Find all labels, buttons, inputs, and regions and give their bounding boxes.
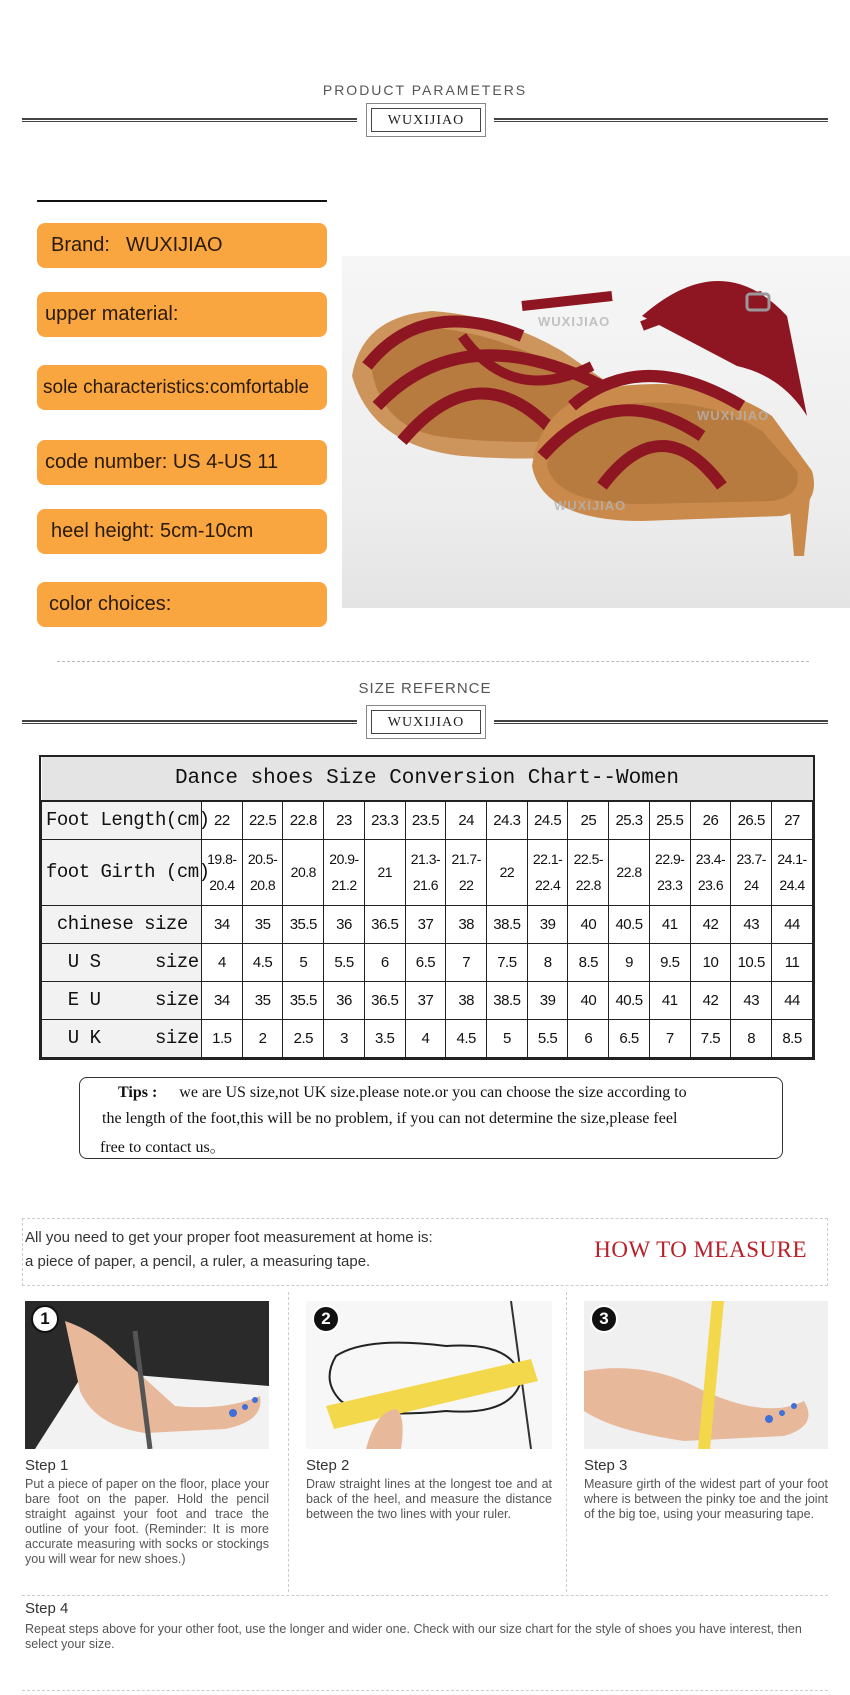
step-2-illustration bbox=[306, 1301, 552, 1449]
param-heel-height bbox=[37, 509, 327, 554]
cell-line: 20.4 bbox=[209, 877, 235, 894]
table-cell: 44 bbox=[772, 905, 813, 943]
step-1-badge: 1 bbox=[31, 1305, 59, 1333]
table-cell: 25 bbox=[568, 801, 609, 839]
param-upper-material bbox=[37, 292, 327, 337]
table-cell: 42 bbox=[690, 905, 731, 943]
table-cell: 4.5 bbox=[446, 1019, 487, 1057]
cell-line: 21.3- bbox=[410, 851, 441, 868]
cell-line: 23.4- bbox=[695, 851, 726, 868]
cell-line: 19.8- bbox=[207, 851, 237, 868]
table-cell: 11 bbox=[772, 943, 813, 981]
table-cell: 40 bbox=[568, 981, 609, 1019]
table-cell bbox=[405, 839, 446, 905]
table-cell: 10 bbox=[690, 943, 731, 981]
table-cell: 5 bbox=[487, 1019, 528, 1057]
cell-line: 22.9- bbox=[655, 851, 685, 868]
table-cell: 10.5 bbox=[731, 943, 772, 981]
cell-line: 22.5- bbox=[573, 851, 604, 868]
param-brand bbox=[37, 223, 327, 268]
table-cell: 8.5 bbox=[772, 1019, 813, 1057]
brand-badge-text: WUXIJIAO bbox=[371, 108, 481, 132]
cell-line: 21 bbox=[377, 864, 393, 881]
size-tips-box bbox=[79, 1077, 783, 1159]
table-cell bbox=[527, 839, 568, 905]
watermark-3: WUXIJIAO bbox=[554, 498, 627, 513]
table-cell: 1.5 bbox=[202, 1019, 243, 1057]
size-table bbox=[41, 757, 813, 1058]
table-cell: 2.5 bbox=[283, 1019, 324, 1057]
row-label: Foot Length(cm) bbox=[42, 801, 202, 839]
table-cell: 40 bbox=[568, 905, 609, 943]
size-rule-left bbox=[22, 720, 357, 724]
table-cell: 38 bbox=[446, 981, 487, 1019]
table-cell bbox=[568, 839, 609, 905]
table-cell: 36 bbox=[324, 905, 365, 943]
size-brand-badge bbox=[366, 705, 486, 739]
table-cell: 5 bbox=[283, 943, 324, 981]
cell-line: 23.6 bbox=[697, 877, 724, 894]
cell-line: 23.3 bbox=[657, 877, 683, 894]
tips-text-1: we are US size,not UK size.please note.or you can choose the size according to bbox=[179, 1084, 687, 1101]
step-3-illustration bbox=[584, 1301, 828, 1449]
table-cell: 7.5 bbox=[690, 1019, 731, 1057]
table-cell: 8 bbox=[527, 943, 568, 981]
table-cell: 2 bbox=[242, 1019, 283, 1057]
cell-line: 21.6 bbox=[412, 877, 439, 894]
cell-line: 24 bbox=[743, 877, 759, 894]
watermark-1: WUXIJIAO bbox=[538, 314, 611, 329]
table-cell: 38.5 bbox=[487, 905, 528, 943]
cell-line: 22.8 bbox=[616, 864, 642, 881]
table-cell bbox=[283, 839, 324, 905]
cell-line: 20.8 bbox=[290, 864, 316, 881]
cell-line: 24.1- bbox=[777, 851, 807, 868]
table-cell: 24.5 bbox=[527, 801, 568, 839]
row-foot-length bbox=[42, 801, 813, 839]
param-heel-label: heel height: 5cm-10cm bbox=[51, 520, 254, 542]
table-cell: 7 bbox=[446, 943, 487, 981]
table-cell: 22 bbox=[202, 801, 243, 839]
size-brand-badge-text: WUXIJIAO bbox=[371, 710, 481, 734]
step4-divider bbox=[22, 1595, 828, 1596]
table-cell: 34 bbox=[202, 905, 243, 943]
table-cell: 6 bbox=[568, 1019, 609, 1057]
cell-line: 23.7- bbox=[736, 851, 766, 868]
param-sole-label: sole characteristics:comfortable bbox=[43, 377, 310, 398]
param-upper-material-label: upper material: bbox=[45, 303, 179, 325]
column-divider-1 bbox=[288, 1292, 289, 1592]
step-2-badge: 2 bbox=[312, 1305, 340, 1333]
table-cell bbox=[609, 839, 650, 905]
size-conversion-chart bbox=[39, 755, 815, 1060]
step-1-photo bbox=[25, 1301, 269, 1449]
table-cell: 3.5 bbox=[364, 1019, 405, 1057]
step-3-heading: Step 3 bbox=[584, 1457, 628, 1474]
step-4-text: Repeat steps above for your other foot, use the longer and wider one. Check with our size chart for the style of shoes you have interest, then select your size. bbox=[25, 1622, 802, 1651]
cell-line: 22 bbox=[499, 864, 515, 881]
table-cell: 35 bbox=[242, 905, 283, 943]
table-cell: 24 bbox=[446, 801, 487, 839]
tips-label: Tips : bbox=[118, 1084, 158, 1101]
product-image-shoe bbox=[342, 256, 850, 608]
row-label: U S size bbox=[42, 943, 202, 981]
step-2-text: Draw straight lines at the longest toe and at back of the heel, and measure the distance between the two lines with your ruler. bbox=[306, 1477, 552, 1521]
how-to-measure-header bbox=[22, 1218, 828, 1286]
step-1-heading: Step 1 bbox=[25, 1457, 69, 1474]
table-cell: 26 bbox=[690, 801, 731, 839]
cell-line: 22.4 bbox=[534, 877, 561, 894]
shoe-illustration bbox=[342, 256, 850, 608]
param-code-label: code number: US 4-US 11 bbox=[45, 451, 279, 473]
row-eu-size bbox=[42, 981, 813, 1019]
tips-line-3: free to contact us。 bbox=[100, 1139, 226, 1156]
row-chinese-size bbox=[42, 905, 813, 943]
table-cell: 3 bbox=[324, 1019, 365, 1057]
tips-line-1 bbox=[118, 1084, 687, 1102]
row-label: chinese size bbox=[42, 905, 202, 943]
table-cell bbox=[242, 839, 283, 905]
table-cell: 34 bbox=[202, 981, 243, 1019]
table-cell: 9 bbox=[609, 943, 650, 981]
table-cell bbox=[690, 839, 731, 905]
param-color-choices bbox=[37, 582, 327, 627]
table-cell: 6.5 bbox=[609, 1019, 650, 1057]
intro-line-2: a piece of paper, a pencil, a ruler, a measuring tape. bbox=[25, 1253, 371, 1270]
table-cell: 36 bbox=[324, 981, 365, 1019]
table-cell: 44 bbox=[772, 981, 813, 1019]
cell-line: 22.1- bbox=[532, 851, 563, 868]
section-separator bbox=[57, 661, 809, 662]
cell-line: 22 bbox=[458, 877, 474, 894]
how-to-measure-title: HOW TO MEASURE bbox=[594, 1237, 807, 1262]
table-cell: 39 bbox=[527, 905, 568, 943]
table-cell: 37 bbox=[405, 981, 446, 1019]
product-parameters-heading: PRODUCT PARAMETERS bbox=[322, 82, 528, 98]
size-rule-right bbox=[494, 720, 828, 724]
param-color-label: color choices: bbox=[49, 593, 172, 615]
cell-line: 24.4 bbox=[779, 877, 805, 894]
table-cell: 6.5 bbox=[405, 943, 446, 981]
table-cell: 23.3 bbox=[364, 801, 405, 839]
cell-line: 21.7- bbox=[451, 851, 481, 868]
param-code-number bbox=[37, 440, 327, 485]
chart-title: Dance shoes Size Conversion Chart--Women bbox=[42, 757, 813, 801]
table-cell: 40.5 bbox=[609, 981, 650, 1019]
table-cell bbox=[446, 839, 487, 905]
table-cell bbox=[487, 839, 528, 905]
intro-line-1: All you need to get your proper foot measurement at home is: bbox=[25, 1229, 433, 1246]
tips-line-2: the length of the foot,this will be no problem, if you can not determine the size,please feel bbox=[102, 1110, 678, 1127]
column-divider-2 bbox=[566, 1292, 567, 1592]
table-cell: 41 bbox=[649, 905, 690, 943]
step-2-heading: Step 2 bbox=[306, 1457, 350, 1474]
table-cell bbox=[649, 839, 690, 905]
table-cell: 25.3 bbox=[609, 801, 650, 839]
step-3-photo bbox=[584, 1301, 828, 1449]
table-cell: 35.5 bbox=[283, 981, 324, 1019]
bottom-divider bbox=[22, 1690, 828, 1691]
table-cell: 8.5 bbox=[568, 943, 609, 981]
table-cell: 37 bbox=[405, 905, 446, 943]
cell-line: 22.8 bbox=[575, 877, 601, 894]
step-1-text: Put a piece of paper on the floor, place your bare foot on the paper. Hold the pencil straight against your foot and trace the outline of your foot. (Reminder: It is more accurate measuring with socks or stockings you will wear for new shoes.) bbox=[25, 1477, 269, 1566]
table-cell: 38.5 bbox=[487, 981, 528, 1019]
step-4-heading: Step 4 bbox=[25, 1600, 69, 1617]
table-cell bbox=[772, 839, 813, 905]
table-cell: 25.5 bbox=[649, 801, 690, 839]
table-cell: 36.5 bbox=[364, 981, 405, 1019]
param-brand-label: Brand: bbox=[51, 234, 110, 256]
table-cell: 23 bbox=[324, 801, 365, 839]
table-cell: 36.5 bbox=[364, 905, 405, 943]
table-cell bbox=[324, 839, 365, 905]
params-divider bbox=[37, 200, 327, 202]
row-label: U K size bbox=[42, 1019, 202, 1057]
table-cell: 9.5 bbox=[649, 943, 690, 981]
header-rule-right bbox=[494, 118, 828, 122]
table-cell: 6 bbox=[364, 943, 405, 981]
table-cell: 41 bbox=[649, 981, 690, 1019]
table-cell: 22.5 bbox=[242, 801, 283, 839]
table-cell: 43 bbox=[731, 981, 772, 1019]
table-cell: 4.5 bbox=[242, 943, 283, 981]
table-cell: 39 bbox=[527, 981, 568, 1019]
table-cell: 5.5 bbox=[324, 943, 365, 981]
step-3-text: Measure girth of the widest part of your foot where is between the pinky toe and the joint of the big toe, using your measuring tape. bbox=[584, 1477, 828, 1521]
brand-badge bbox=[366, 103, 486, 137]
header-rule-left bbox=[22, 118, 357, 122]
row-us-size bbox=[42, 943, 813, 981]
watermark-2: WUXIJIAO bbox=[697, 408, 770, 423]
table-cell: 22.8 bbox=[283, 801, 324, 839]
table-cell: 7 bbox=[649, 1019, 690, 1057]
step-2-photo bbox=[306, 1301, 552, 1449]
table-cell: 24.3 bbox=[487, 801, 528, 839]
table-cell: 38 bbox=[446, 905, 487, 943]
param-sole-characteristics bbox=[37, 365, 327, 410]
step-3-badge: 3 bbox=[590, 1305, 618, 1333]
table-cell: 4 bbox=[405, 1019, 446, 1057]
step-1-illustration bbox=[25, 1301, 269, 1449]
table-cell: 35 bbox=[242, 981, 283, 1019]
cell-line: 20.5- bbox=[247, 851, 278, 868]
row-foot-girth bbox=[42, 839, 813, 905]
size-reference-heading: SIZE REFERNCE bbox=[358, 680, 492, 697]
table-cell: 7.5 bbox=[487, 943, 528, 981]
table-cell: 40.5 bbox=[609, 905, 650, 943]
table-cell: 5.5 bbox=[527, 1019, 568, 1057]
table-cell: 27 bbox=[772, 801, 813, 839]
table-cell bbox=[731, 839, 772, 905]
cell-line: 20.9- bbox=[329, 851, 359, 868]
row-label: foot Girth (cm) bbox=[42, 839, 202, 905]
table-cell: 4 bbox=[202, 943, 243, 981]
cell-line: 21.2 bbox=[331, 877, 357, 894]
cell-line: 20.8 bbox=[249, 877, 276, 894]
table-cell bbox=[364, 839, 405, 905]
table-cell: 8 bbox=[731, 1019, 772, 1057]
table-cell: 26.5 bbox=[731, 801, 772, 839]
param-brand-value: WUXIJIAO bbox=[125, 234, 223, 256]
table-cell: 23.5 bbox=[405, 801, 446, 839]
table-cell: 42 bbox=[690, 981, 731, 1019]
table-cell: 43 bbox=[731, 905, 772, 943]
table-cell: 35.5 bbox=[283, 905, 324, 943]
row-uk-size bbox=[42, 1019, 813, 1057]
row-label: E U size bbox=[42, 981, 202, 1019]
